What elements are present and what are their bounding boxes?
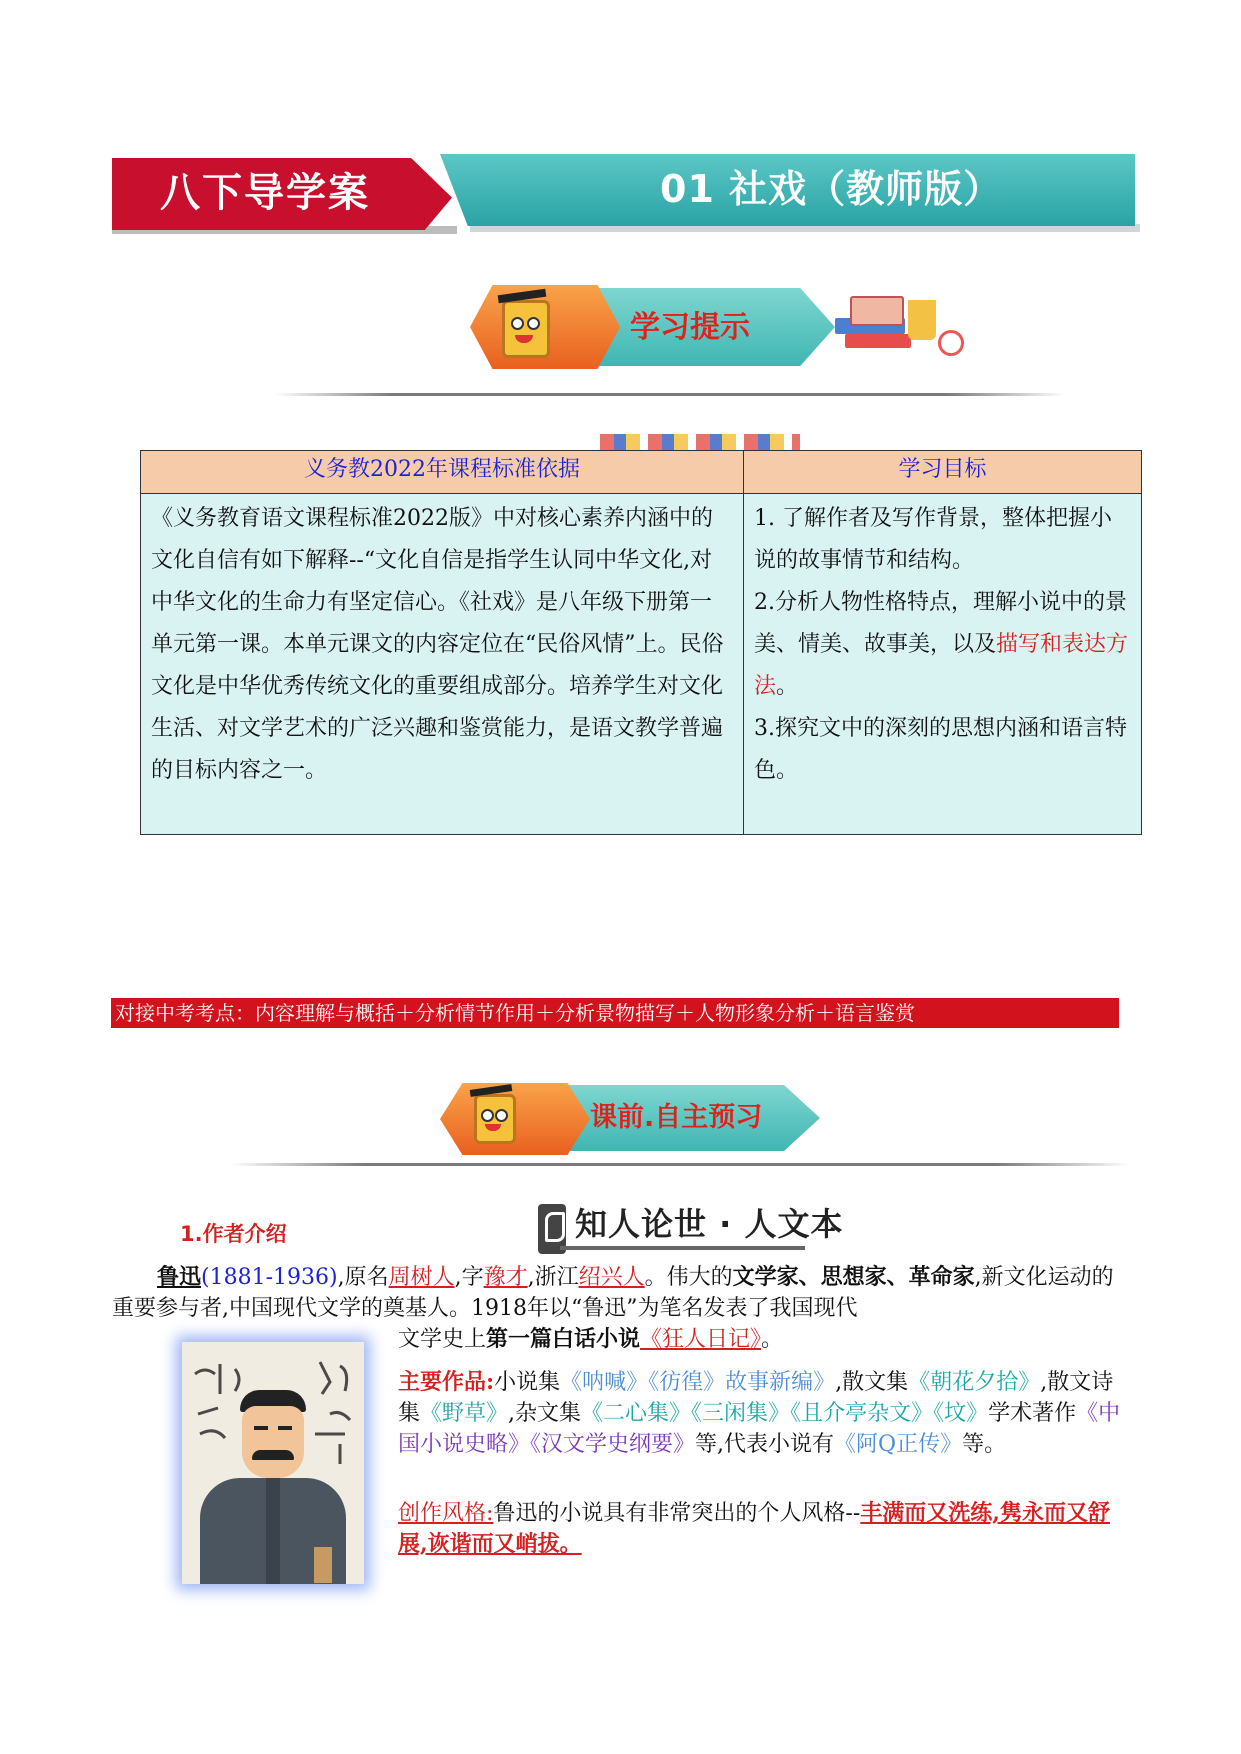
goal-1: 1. 了解作者及写作背景，整体把握小说的故事情节和结构。 <box>754 506 1112 573</box>
author-real-name: 周树人 <box>388 1265 455 1290</box>
tip-label: 学习提示 <box>630 310 750 345</box>
goals-cell <box>744 494 1142 835</box>
pencil-cup-icon <box>908 300 936 340</box>
exam-points-bar: 对接中考考点：内容理解与概括＋分析情节作用＋分析景物描写＋人物形象分析＋语言鉴赏 <box>111 998 1119 1028</box>
stationery-strip-icon <box>600 434 800 450</box>
mascot-icon <box>474 1094 516 1144</box>
knowledge-banner: 知人论世 · 人文本 <box>575 1205 844 1243</box>
major-works-label: 主要作品: <box>398 1369 495 1395</box>
first-novel-title: 《狂人日记》 <box>640 1327 762 1352</box>
mascot-icon <box>502 300 550 358</box>
basis-cell: 《义务教育语文课程标准2022版》中对核心素养内涵中的文化自信有如下解释--“文化自信是指学生认同中华文化,对中华文化的生命力有坚定信心。《社戏》是八年级下册第一单元第一课。本单元课文的内容定位在“民俗风情”上。民俗文化是中华优秀传统文化的重要组成部分。培养学生对文化生活、对文学艺术的广泛兴趣和鉴赏能力，是语文教学普遍的目标内容之一。 <box>141 494 744 835</box>
section-divider <box>230 1163 1130 1166</box>
section-divider <box>275 393 1065 396</box>
cane-shape <box>314 1547 332 1583</box>
major-works-paragraph: 主要作品:小说集《呐喊》《彷徨》故事新编》,散文集《朝花夕拾》,散文诗集《野草》,杂文集《二心集》《三闲集》《且介亭杂文》《坟》学术著作《中国小说史略》《汉文学史纲要》等,代表小说有《阿Q正传》等。 <box>398 1369 1121 1457</box>
first-novel-line: 文学史上第一篇白话小说《狂人日记》。 <box>398 1326 784 1352</box>
writing-style-value: 丰满而又洗练,隽永而又舒展,诙谐而又峭拔。 <box>398 1500 1110 1557</box>
goal-2: 2.分析人物性格特点，理解小说中的景美、情美、故事美，以及描写和表达方法。 <box>754 590 1129 699</box>
author-years: (1881-1936) <box>201 1265 338 1290</box>
table-header-basis: 义务教2022年课程标准依据 <box>141 451 744 494</box>
table-header-goals: 学习目标 <box>744 451 1142 494</box>
calendar-icon <box>850 296 904 326</box>
author-name: 鲁迅 <box>157 1264 202 1290</box>
writing-style-label: 创作风格: <box>398 1501 494 1526</box>
lu-xun-portrait <box>182 1342 364 1584</box>
header-right-title: 01 社戏（教师版） <box>660 167 1003 211</box>
face-shape <box>242 1406 304 1478</box>
clock-icon <box>938 330 964 356</box>
preview-label: 课前.自主预习 <box>590 1102 763 1133</box>
writing-style-paragraph: 创作风格:鲁迅的小说具有非常突出的个人风格--丰满而又洗练,隽永而又舒展,诙谐而又峭拔。 <box>398 1500 1110 1557</box>
author-roles: 文学家、思想家、革命家 <box>732 1264 975 1290</box>
goal-3: 3.探究文中的深刻的思想内涵和语言特色。 <box>754 716 1127 783</box>
header-left-title: 八下导学案 <box>160 170 370 216</box>
author-intro-paragraph: 鲁迅(1881-1936),原名周树人,字豫才,浙江绍兴人。伟大的文学家、思想家、革命家,新文化运动的重要参与者,中国现代文学的奠基人。1918年以“鲁迅”为笔名发表了我国现代 <box>112 1264 1114 1321</box>
standards-table <box>140 450 1142 835</box>
goal-2-highlight: 描写和表达方法 <box>754 632 1129 699</box>
author-section-label: 1.作者介绍 <box>180 1222 287 1246</box>
author-courtesy-name: 豫才 <box>483 1265 528 1290</box>
mustache-shape <box>252 1450 294 1460</box>
author-hometown: 绍兴人 <box>578 1265 645 1290</box>
